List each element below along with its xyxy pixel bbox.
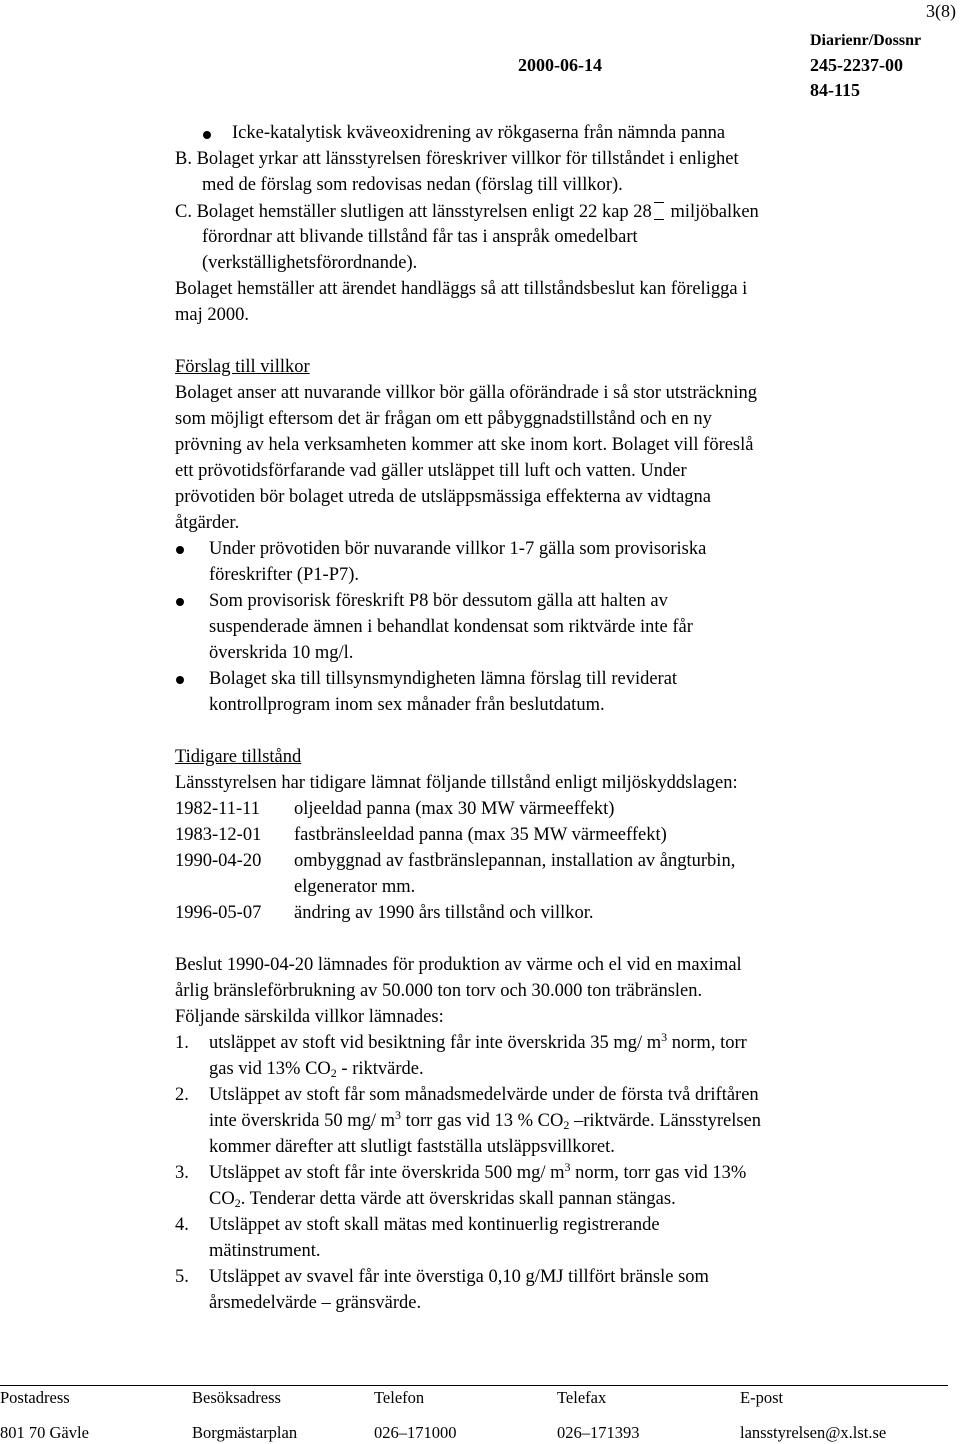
list-item-text: norm, torr bbox=[667, 1033, 747, 1053]
paragraph-line: som möjligt eftersom det är frågan om ett påbyggnadstillstånd och en ny bbox=[175, 409, 712, 429]
list-number: 5. bbox=[175, 1267, 189, 1287]
paragraph-line: maj 2000. bbox=[175, 305, 249, 325]
paragraph-line: Följande särskilda villkor lämnades: bbox=[175, 1007, 444, 1027]
bullet-item: Icke-katalytisk kväveoxidrening av rökgaserna från nämnda panna bbox=[232, 123, 726, 143]
superscript: 3 bbox=[564, 1160, 571, 1174]
section-heading-tidigare: Tidigare tillstånd bbox=[175, 747, 302, 767]
footer-divider bbox=[0, 1385, 948, 1386]
bullet-item: kontrollprogram inom sex månader från beslutdatum. bbox=[209, 695, 605, 715]
list-item-line: kommer därefter att slutligt fastställa utsläppsvillkoret. bbox=[209, 1137, 615, 1157]
bullet-item: Under prövotiden bör nuvarande villkor 1-7 gälla som provisoriska bbox=[209, 539, 707, 559]
item-b-line: med de förslag som redovisas nedan (förslag till villkor). bbox=[202, 175, 623, 195]
document-date: 2000-06-14 bbox=[518, 55, 602, 75]
footer-value-postadress: 801 70 Gävle bbox=[0, 1423, 89, 1442]
footer-value-epost[interactable]: lansstyrelsen@x.lst.se bbox=[740, 1423, 887, 1442]
bullet-item: Bolaget ska till tillsynsmyndigheten lämna förslag till reviderat bbox=[209, 669, 678, 689]
permit-date: 1990-04-20 bbox=[175, 851, 262, 871]
section-sign bbox=[654, 202, 664, 220]
footer-value-telefax: 026–171393 bbox=[557, 1423, 640, 1442]
list-item-text: torr gas vid 13 % CO bbox=[401, 1111, 564, 1131]
list-item-text: Utsläppet av stoft får inte överskrida 500 mg/ m bbox=[209, 1163, 565, 1183]
permit-text: ombyggnad av fastbränslepannan, installation av ångturbin, bbox=[294, 851, 736, 871]
footer-label-epost: E-post bbox=[740, 1388, 784, 1407]
list-item-text: . Tenderar detta värde att överskridas skall pannan stängas. bbox=[240, 1189, 676, 1209]
footer-label-besoksadress: Besöksadress bbox=[192, 1388, 281, 1407]
list-item-text: gas vid 13% CO bbox=[209, 1059, 331, 1079]
list-item-line bbox=[209, 1108, 761, 1132]
paragraph-line: ett prövotidsförfarande vad gäller utsläppet till luft och vatten. Under bbox=[175, 461, 687, 481]
section-heading-forslag: Förslag till villkor bbox=[175, 357, 310, 377]
item-b-line: B. Bolaget yrkar att länsstyrelsen föreskriver villkor för tillståndet i enlighet bbox=[175, 149, 739, 169]
list-item-line bbox=[209, 1160, 747, 1183]
list-item-line bbox=[209, 1060, 424, 1079]
paragraph-line: prövning av hela verksamheten kommer att ske inom kort. Bolaget vill föreslå bbox=[175, 435, 754, 455]
dossnr-value: 84-115 bbox=[810, 80, 861, 100]
footer-label-postadress: Postadress bbox=[0, 1388, 70, 1407]
item-c-line: förordnar att blivande tillstånd får tas i anspråk omedelbart bbox=[202, 227, 638, 247]
permit-text: ändring av 1990 års tillstånd och villkor. bbox=[294, 903, 594, 923]
superscript: 3 bbox=[661, 1030, 668, 1044]
paragraph-line: åtgärder. bbox=[175, 513, 240, 533]
paragraph-line: Bolaget hemställer att ärendet handläggs så att tillståndsbeslut kan föreligga i bbox=[175, 279, 748, 299]
list-item-text: CO bbox=[209, 1189, 235, 1209]
paragraph-line: årlig bränsleförbrukning av 50.000 ton torv och 30.000 ton träbränslen. bbox=[175, 981, 703, 1001]
bullet-icon bbox=[176, 598, 184, 606]
permit-date: 1982-11-11 bbox=[175, 799, 260, 819]
permit-date: 1996-05-07 bbox=[175, 903, 262, 923]
list-number: 4. bbox=[175, 1215, 189, 1235]
paragraph-line: Beslut 1990-04-20 lämnades för produktion av värme och el vid en maximal bbox=[175, 955, 742, 975]
list-item-text: utsläppet av stoft vid besiktning får inte överskrida 35 mg/ m bbox=[209, 1033, 662, 1053]
permit-text: oljeeldad panna (max 30 MW värmeeffekt) bbox=[294, 799, 615, 819]
permit-date: 1983-12-01 bbox=[175, 825, 262, 845]
list-item-line: mätinstrument. bbox=[209, 1241, 321, 1261]
item-c-line: (verkställighetsförordnande). bbox=[202, 253, 418, 273]
list-item-line bbox=[209, 1030, 747, 1053]
list-number: 2. bbox=[175, 1085, 189, 1105]
list-item-line bbox=[209, 1190, 676, 1209]
item-c-text: C. Bolaget hemställer slutligen att länsstyrelsen enligt 22 kap 28 bbox=[175, 202, 652, 222]
permit-text: elgenerator mm. bbox=[294, 877, 416, 897]
list-item-line: Utsläppet av stoft får som månadsmedelvärde under de första två driftåren bbox=[209, 1085, 759, 1105]
footer-label-telefax: Telefax bbox=[557, 1388, 607, 1407]
subscript: 2 bbox=[330, 1066, 337, 1080]
permit-text: fastbränsleeldad panna (max 35 MW värmeeffekt) bbox=[294, 825, 667, 845]
list-item-line: årsmedelvärde – gränsvärde. bbox=[209, 1293, 422, 1313]
bullet-icon bbox=[176, 546, 184, 554]
bullet-icon bbox=[176, 676, 184, 684]
subscript: 2 bbox=[234, 1196, 241, 1210]
list-item-text: –riktvärde. Länsstyrelsen bbox=[569, 1111, 761, 1131]
paragraph-line: Bolaget anser att nuvarande villkor bör gälla oförändrade i så stor utsträckning bbox=[175, 383, 758, 403]
list-number: 3. bbox=[175, 1163, 189, 1183]
paragraph-line: prövotiden bör bolaget utreda de utsläppsmässiga effekterna av vidtagna bbox=[175, 487, 711, 507]
bullet-item: Som provisorisk föreskrift P8 bör dessutom gälla att halten av bbox=[209, 591, 668, 611]
footer-label-telefon: Telefon bbox=[374, 1388, 425, 1407]
subscript: 2 bbox=[563, 1118, 570, 1132]
list-item-line: Utsläppet av svavel får inte överstiga 0,10 g/MJ tillfört bränsle som bbox=[209, 1267, 709, 1287]
item-c-text: miljöbalken bbox=[670, 202, 759, 222]
bullet-icon bbox=[203, 131, 211, 139]
list-item-line: Utsläppet av stoft skall mätas med kontinuerlig registrerande bbox=[209, 1215, 660, 1235]
footer-value-telefon: 026–171000 bbox=[374, 1423, 457, 1442]
list-item-text: inte överskrida 50 mg/ m bbox=[209, 1111, 395, 1131]
item-c-line bbox=[175, 202, 759, 222]
list-number: 1. bbox=[175, 1033, 189, 1053]
diarienr-value: 245-2237-00 bbox=[810, 55, 903, 75]
list-item-text: - riktvärde. bbox=[336, 1059, 424, 1079]
page-number: 3(8) bbox=[926, 1, 956, 21]
bullet-item: överskrida 10 mg/l. bbox=[209, 643, 354, 663]
footer-value-besoksadress: Borgmästarplan bbox=[192, 1423, 298, 1442]
bullet-item: föreskrifter (P1-P7). bbox=[209, 565, 360, 585]
diarienr-label: Diarienr/Dossnr bbox=[810, 32, 922, 49]
list-item-text: norm, torr gas vid 13% bbox=[570, 1163, 747, 1183]
paragraph-line: Länsstyrelsen har tidigare lämnat följande tillstånd enligt miljöskyddslagen: bbox=[175, 773, 738, 793]
superscript: 3 bbox=[395, 1108, 401, 1122]
bullet-item: suspenderade ämnen i behandlat kondensat som riktvärde inte får bbox=[209, 617, 693, 637]
